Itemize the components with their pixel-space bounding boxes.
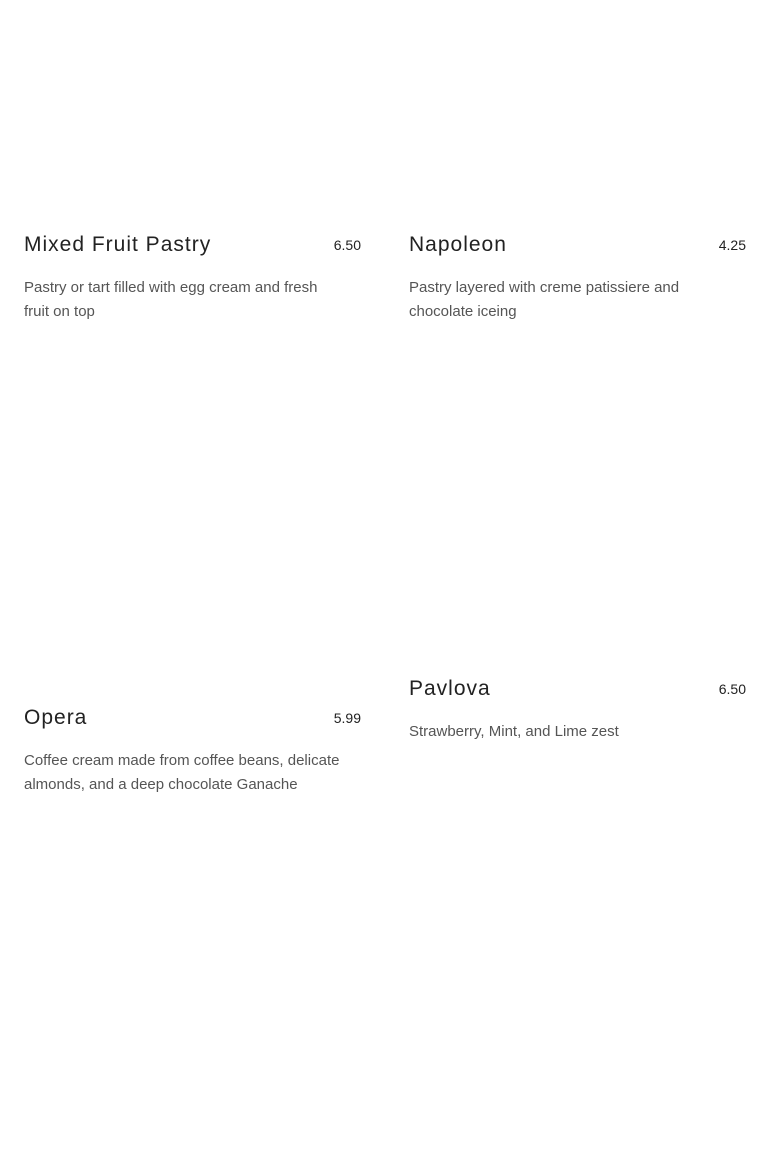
- menu-item-description: Pastry or tart filled with egg cream and fresh fruit on top: [24, 279, 318, 320]
- menu-item-description: Pastry layered with creme patissiere and chocolate iceing: [409, 279, 680, 320]
- menu-item-header: [409, 676, 746, 706]
- menu-item-price: 6.50: [718, 681, 746, 697]
- menu-item-price: 6.50: [333, 237, 361, 253]
- menu-item-header: [409, 232, 746, 262]
- menu-item-name: Opera: [24, 706, 88, 729]
- menu-item-name: Mixed Fruit Pastry: [24, 233, 212, 256]
- menu-item-description: Coffee cream made from coffee beans, delicate almonds, and a deep chocolate Ganache: [24, 752, 340, 793]
- menu-item-price: 4.25: [718, 237, 746, 253]
- menu-item-description: Strawberry, Mint, and Lime zest: [409, 723, 619, 740]
- menu-item-opera[interactable]: [24, 495, 361, 797]
- menu-item-pavlova[interactable]: [409, 466, 746, 744]
- menu-item-napoleon[interactable]: [409, 22, 746, 324]
- menu-item-image[interactable]: [24, 495, 361, 705]
- menu-item-image[interactable]: [409, 466, 746, 676]
- next-row-partial: [24, 1145, 361, 1153]
- menu-item-mixed-fruit-pastry[interactable]: [24, 22, 361, 324]
- menu-item-header: [24, 232, 361, 262]
- menu-item-name: Pavlova: [409, 677, 491, 700]
- menu-item-image[interactable]: [24, 22, 361, 232]
- menu-item-image[interactable]: [409, 22, 746, 232]
- menu-item-price: 5.99: [333, 710, 361, 726]
- menu-item-name: Napoleon: [409, 233, 507, 256]
- menu-item-header: [24, 705, 361, 735]
